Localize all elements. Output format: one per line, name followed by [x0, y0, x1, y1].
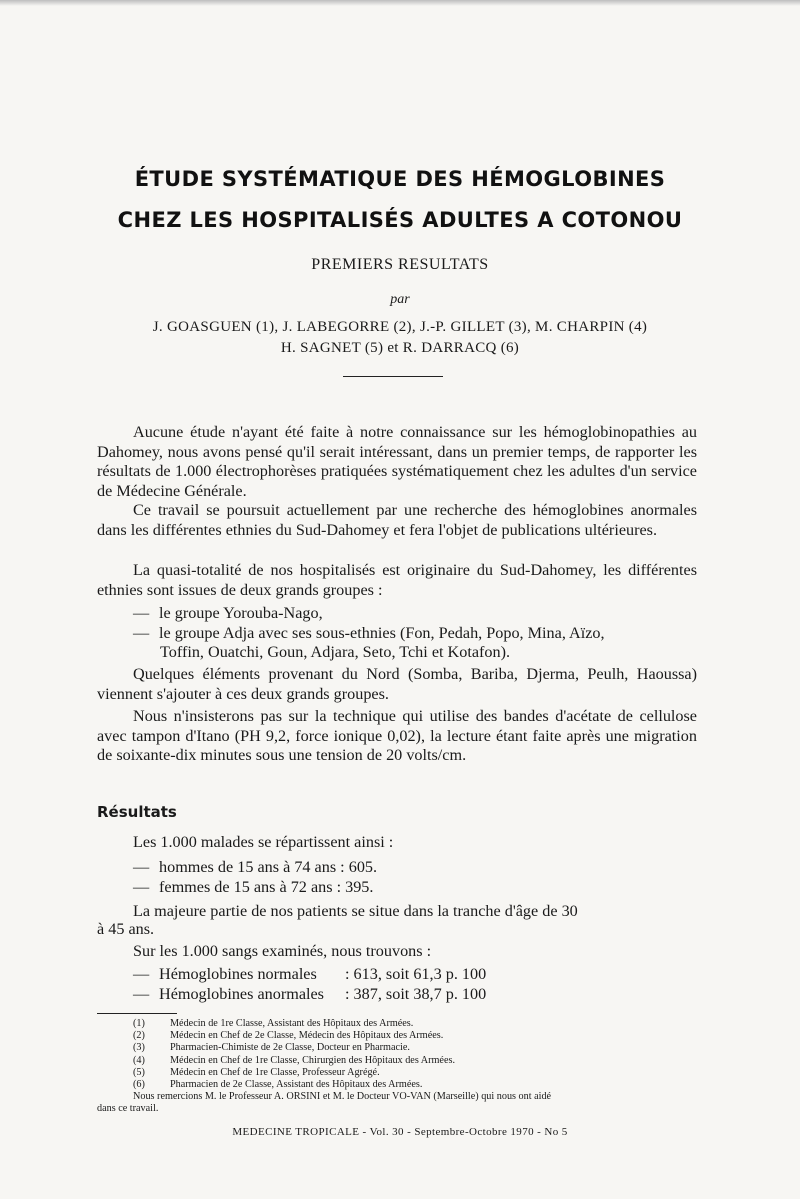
list-item [133, 623, 605, 643]
footnote [97, 1079, 717, 1091]
title-line-2: CHEZ LES HOSPITALISÉS ADULTES A COTONOU [117, 208, 683, 232]
dash: — [133, 985, 150, 1003]
footnote-number: (5) [133, 1066, 145, 1078]
journal-footer: MEDECINE TROPICALE - Vol. 30 - Septembre-Octobre 1970 - No 5 [232, 1126, 568, 1138]
list-item-text: le groupe Adja avec ses sous-ethnies (Fon, Pedah, Popo, Mina, Aïzo, [159, 624, 605, 642]
footnote-number: (3) [133, 1042, 145, 1054]
blood-samples-line: Sur les 1.000 sangs examinés, nous trouvons : [133, 942, 432, 960]
footnote-text: Pharmacien de 2e Classe, Assistant des Hôpitaux des Armées. [170, 1079, 423, 1091]
footnote-text: Pharmacien-Chimiste de 2e Classe, Docteur en Pharmacie. [170, 1042, 410, 1054]
paragraph-technique [97, 707, 697, 766]
normal-value: : 613, soit 61,3 p. 100 [345, 965, 487, 983]
results-women-text: femmes de 15 ans à 72 ans : 395. [159, 878, 374, 896]
dash: — [133, 624, 150, 642]
title-line-1: ÉTUDE SYSTÉMATIQUE DES HÉMOGLOBINES [134, 167, 666, 191]
footnote-divider [97, 1013, 177, 1014]
list-item-text: le groupe Yorouba-Nago, [159, 604, 323, 622]
footnote-number: (6) [133, 1079, 145, 1091]
normal-label: Hémoglobines normales [159, 965, 317, 983]
dash: — [133, 604, 150, 622]
authors [0, 317, 800, 359]
age-range-line-2: à 45 ans. [97, 920, 155, 938]
section-heading-results: Résultats [97, 803, 177, 821]
acknowledgement-line-2: dans ce travail. [97, 1103, 159, 1115]
footnote-text: Médecin en Chef de 2e Classe, Médecin des Hôpitaux des Armées. [170, 1030, 444, 1042]
title-divider [343, 376, 443, 377]
paragraph-text: Ce travail se poursuit actuellement par une recherche des hémoglobines anormales dans les différentes ethnies du Sud-Dahomey et fera l'objet de publications ultérieures. [97, 501, 697, 539]
age-range-line-1: La majeure partie de nos patients se situe dans la tranche d'âge de 30 [133, 902, 578, 920]
results-normal-hemoglobin [133, 964, 486, 984]
paragraph-text: Aucune étude n'ayant été faite à notre connaissance sur les hémoglobinopathies au Dahomey, nous avons pensé qu'il serait intéressant, dans un premier temps, de rapporter les résultats de 1.000 électrophorèses pratiquées systématiquement chez les adultes d'un service de Médecine Générale. [97, 423, 697, 500]
footnote-number: (1) [133, 1018, 145, 1029]
footnote-text: Médecin de 1re Classe, Assistant des Hôpitaux des Armées. [170, 1018, 414, 1029]
footnote-number: (2) [133, 1030, 145, 1042]
dash: — [133, 878, 150, 896]
paragraph-text: Nous n'insisterons pas sur la technique qui utilise des bandes d'acétate de cellulose avec tampon d'Itano (PH 9,2, force ionique 0,02), la lecture étant faite après une migration de soixante-dix minutes sous une tension de 20 volts/cm. [97, 707, 697, 765]
list-item [133, 603, 323, 623]
acknowledgement-line-1: Nous remercions M. le Professeur A. ORSINI et M. le Docteur VO-VAN (Marseille) qui nous ont aidé [133, 1091, 552, 1103]
results-men-text: hommes de 15 ans à 74 ans : 605. [159, 858, 378, 876]
paragraph-north [97, 665, 697, 704]
footnote [97, 1042, 717, 1054]
footnotes [97, 1018, 717, 1116]
abnormal-label: Hémoglobines anormales [159, 985, 324, 1003]
authors-line-2: H. SAGNET (5) et R. DARRACQ (6) [280, 340, 520, 356]
paragraph-ongoing-work [97, 501, 697, 540]
results-men [133, 857, 377, 877]
list-item-continuation: Toffin, Ouatchi, Goun, Adjara, Seto, Tchi et Kotafon). [160, 643, 511, 661]
dash: — [133, 858, 150, 876]
by-label: par [390, 292, 410, 307]
paragraph-text: Quelques éléments provenant du Nord (Somba, Bariba, Djerma, Peulh, Haoussa) viennent s'ajouter à ces deux grands groupes. [97, 665, 697, 703]
authors-line-1: J. GOASGUEN (1), J. LABEGORRE (2), J.-P. GILLET (3), M. CHARPIN (4) [152, 319, 648, 335]
footnote [97, 1018, 717, 1030]
abnormal-value: : 387, soit 38,7 p. 100 [345, 985, 487, 1003]
paragraph-intro [97, 423, 697, 501]
paragraph-ethnic-groups [97, 561, 697, 600]
footnote [97, 1030, 717, 1042]
dash: — [133, 965, 150, 983]
footnote-text: Médecin en Chef de 1re Classe, Professeur Agrégé. [170, 1066, 380, 1078]
footnote [97, 1055, 717, 1067]
paragraph-text: La quasi-totalité de nos hospitalisés est originaire du Sud-Dahomey, les différentes ethnies sont issues de deux grands groupes : [97, 561, 697, 599]
results-abnormal-hemoglobin [133, 984, 486, 1004]
subtitle: PREMIERS RESULTATS [311, 256, 489, 273]
scan-edge-shadow [0, 0, 800, 6]
footnote [97, 1067, 717, 1079]
footnote-number: (4) [133, 1054, 145, 1066]
footnote-text: Médecin en Chef de 1re Classe, Chirurgien des Hôpitaux des Armées. [170, 1054, 455, 1066]
results-women [133, 877, 373, 897]
results-intro: Les 1.000 malades se répartissent ainsi : [133, 833, 394, 851]
